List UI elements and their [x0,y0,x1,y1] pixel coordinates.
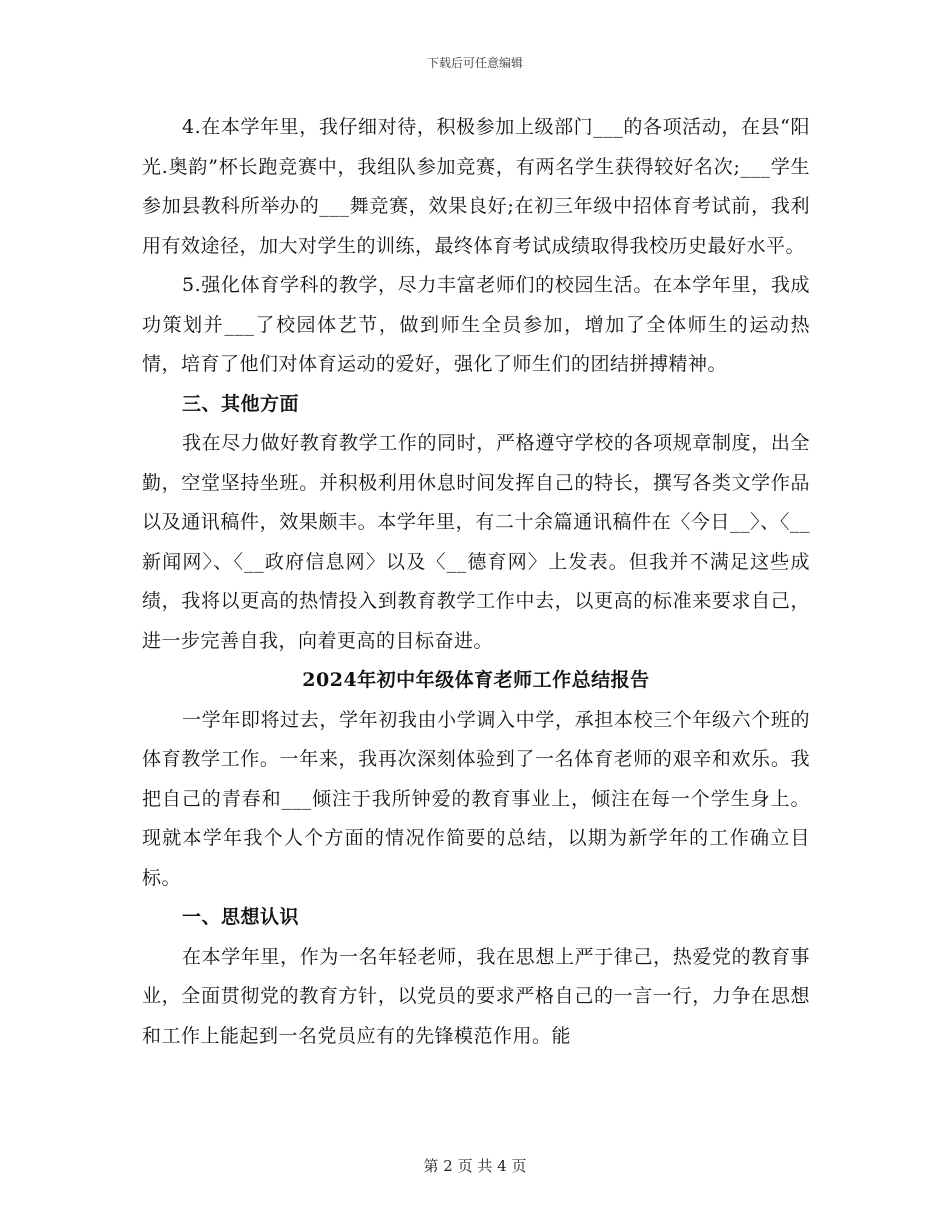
paragraph-intro: 一学年即将过去，学年初我由小学调入中学，承担本校三个年级六个班的体育教学工作。一年来，我再次深刻体验到了一名体育老师的艰辛和欢乐。我把自己的青春和___倾注于我所钟爱的教育事业上，倾注在每一个学生身上。现就本学年我个人个方面的情况作简要的总结，以期为新学年的工作确立目标。 [142,708,810,889]
section-heading-thought: 一、思想认识 [182,906,300,928]
page-header-note: 下载后可任意编辑 [426,56,523,70]
paragraph-item-4: 4.在本学年里，我仔细对待，积极参加上级部门___的各项活动，在县“阳光.奥韵”杯长跑竞赛中，我组队参加竞赛，有两名学生获得较好名次;___学生参加县教科所举办的___舞竞赛，效果良好;在初三年级中招体育考试前，我利用有效途径，加大对学生的训练，最终体育考试成绩取得我校历史最好水平。 [142,116,810,257]
document-body [142,108,810,1056]
report-title: 2024年初中年级体育老师工作总结报告 [302,669,650,691]
page-number: 第 2 页 共 4 页 [423,1157,527,1175]
paragraph-other-aspects: 我在尽力做好教育教学工作的同时，严格遵守学校的各项规章制度，出全勤，空堂坚持坐班。并积极利用休息时间发挥自己的特长，撰写各类文学作品以及通讯稿件，效果颇丰。本学年里，有二十余篇通讯稿件在〈今日__〉、〈__新闻网〉、〈__政府信息网〉以及〈__德育网〉上发表。但我并不满足这些成绩，我将以更高的热情投入到教育教学工作中去，以更高的标准来要求自己，进一步完善自我，向着更高的目标奋进。 [142,432,810,652]
paragraph-item-5: 5.强化体育学科的教学，尽力丰富老师们的校园生活。在本学年里，我成功策划并___了校园体艺节，做到师生全员参加，增加了全体师生的运动热情，培育了他们对体育运动的爱好，强化了师生们的团结拼搏精神。 [142,274,810,375]
paragraph-thought: 在本学年里，作为一名年轻老师，我在思想上严于律己，热爱党的教育事业，全面贯彻党的教育方针，以党员的要求严格自己的一言一行，力争在思想和工作上能起到一名党员应有的先锋模范作用。能 [142,945,810,1047]
section-heading-other: 三、其他方面 [182,392,300,415]
